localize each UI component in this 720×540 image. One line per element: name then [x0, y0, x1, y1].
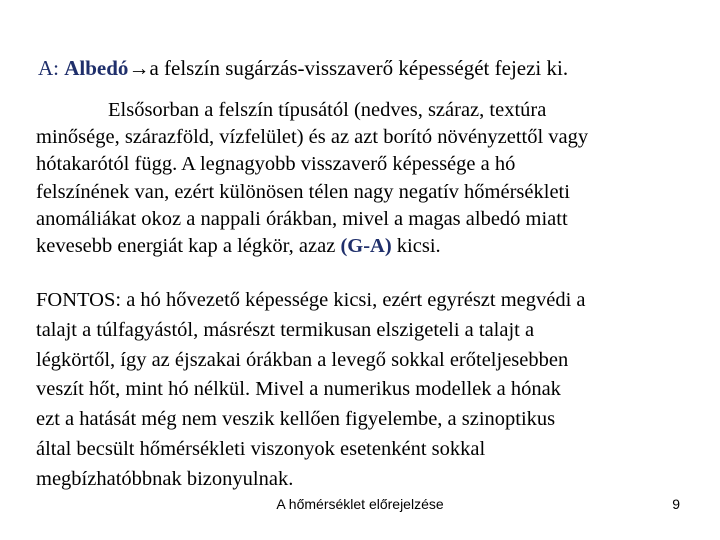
albedo-definition-heading [38, 54, 698, 82]
paragraph-line: anomáliákat okoz a nappali órákban, mivel a magas albedó miatt [36, 207, 568, 230]
paragraph-line: megbízhatóbbnak bizonyulnak. [36, 467, 294, 490]
arrow-symbol: → [128, 56, 150, 80]
paragraph-line: légkörtől, így az éjszakai órákban a levegő sokkal erőteljesebben [36, 348, 569, 371]
paragraph-line: talajt a túlfagyástól, másrészt termikusan elszigeteli a talajt a [36, 318, 535, 341]
heading-definition: a felszín sugárzás-visszaverő képességét fejezi ki. [149, 56, 569, 80]
paragraph-line: FONTOS: a hó hővezető képessége kicsi, ezért egyrészt megvédi a [36, 289, 586, 311]
albedo-explanation-paragraph [36, 97, 696, 260]
paragraph-line: Elsősorban a felszín típusától (nedves, száraz, textúra [108, 99, 547, 121]
paragraph-line: ezt a hatását még nem veszik kellően figyelembe, a szinoptikus [36, 408, 556, 431]
snow-note-paragraph [36, 286, 696, 495]
heading-letter: A: [38, 56, 59, 80]
paragraph-line: hótakarótól függ. A legnagyobb visszaverő képessége a hó [36, 153, 516, 176]
paragraph-line: kevesebb energiát kap a légkör, azaz (G-A) kicsi. [36, 235, 441, 258]
paragraph-line: veszít hőt, mint hó nélkül. Mivel a numerikus modellek a hónak [36, 378, 561, 401]
page-number: 9 [672, 496, 680, 512]
paragraph-line: minősége, szárazföld, vízfelület) és az azt borító növényzettől vagy [36, 126, 589, 149]
g-minus-a-term: (G-A) [340, 235, 392, 258]
paragraph-line: felszínének van, ezért különösen télen nagy negatív hőmérsékleti [36, 180, 570, 203]
heading-term: Albedó [64, 56, 129, 80]
paragraph-line: által becsült hőmérsékleti viszonyok esetenként sokkal [36, 437, 486, 460]
footer-title: A hőmérséklet előrejelzése [276, 496, 444, 512]
